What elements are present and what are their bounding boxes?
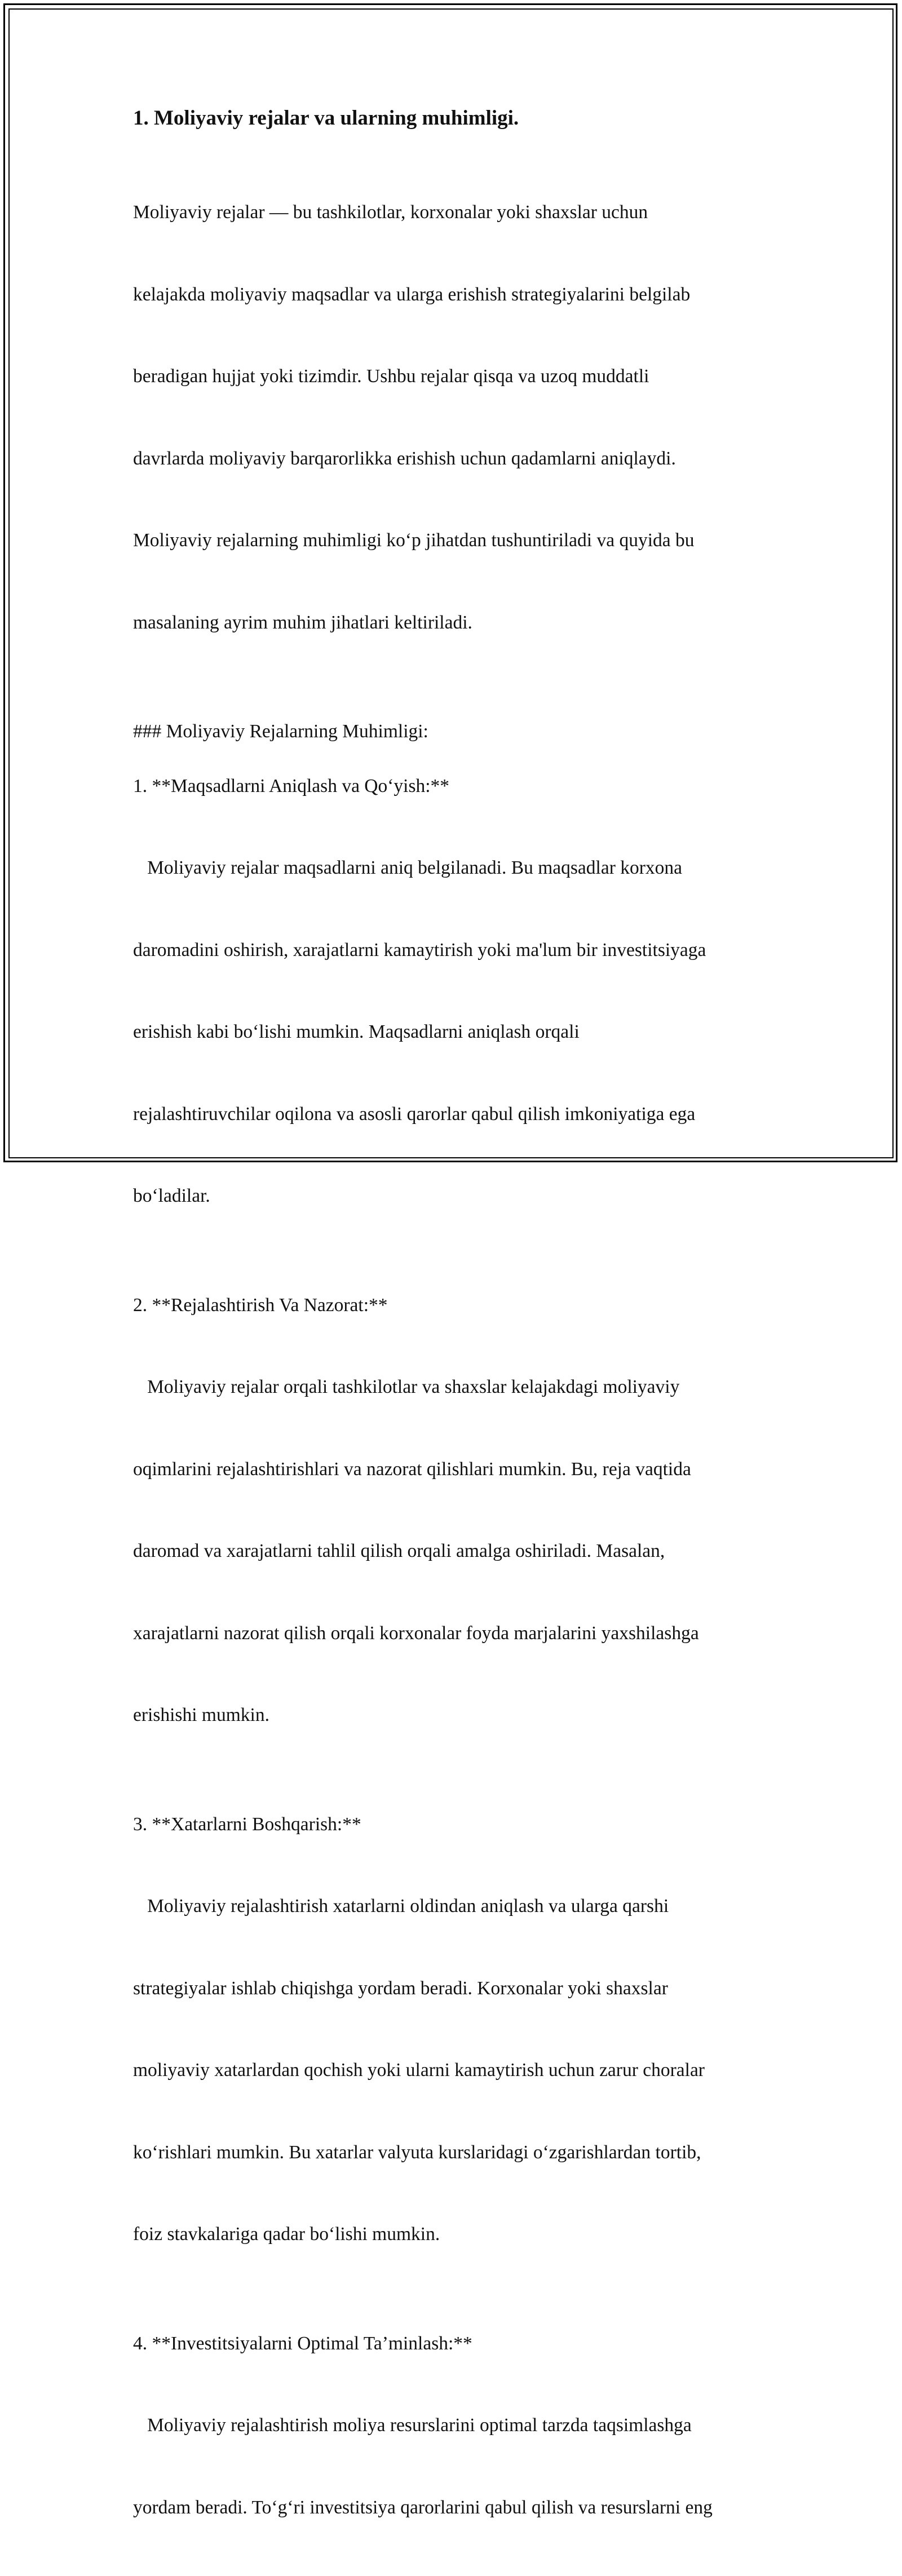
section-paragraph <box>133 1319 810 1784</box>
spacer <box>133 746 810 773</box>
section-line: Moliyaviy rejalar maqsadlarni aniq belgilanadi. Bu maqsadlar korxona <box>133 855 810 882</box>
section-line: oqimlarini rejalashtirishlari va nazorat qilishlari mumkin. Bu, reja vaqtida <box>133 1456 810 1484</box>
document-body <box>133 105 810 2576</box>
section-line: moliyaviy xatarlardan qochish yoki ularni kamaytirish uchun zarur choralar <box>133 2057 810 2084</box>
intro-line: kelajakda moliyaviy maqsadlar va ularga erishish strategiyalarini belgilab <box>133 281 810 309</box>
spacer <box>133 1784 810 1811</box>
section-line: Moliyaviy rejalar orqali tashkilotlar va shaxslar kelajakdagi moliyaviy <box>133 1374 810 1401</box>
section-title: 2. **Rejalashtirish Va Nazorat:** <box>133 1292 810 1320</box>
section-line: xarajatlarni nazorat qilish orqali korxonalar foyda marjalarini yaxshilashga <box>133 1620 810 1648</box>
section-title: 3. **Xatarlarni Boshqarish:** <box>133 1811 810 1839</box>
document-heading: 1. Moliyaviy rejalar va ularning muhimligi. <box>133 105 810 132</box>
section-2 <box>133 1292 810 1784</box>
section-line: rejalashtiruvchilar oqilona va asosli qarorlar qabul qilish imkoniyatiga ega <box>133 1101 810 1128</box>
section-line: ko‘rishlari mumkin. Bu xatarlar valyuta kurslaridagi o‘zgarishlardan tortib, <box>133 2139 810 2167</box>
section-line: Moliyaviy rejalashtirish moliya resurslarini optimal tarzda taqsimlashga <box>133 2412 810 2440</box>
section-line: yordam beradi. To‘g‘ri investitsiya qarorlarini qabul qilish va resurslarni eng <box>133 2494 810 2522</box>
section-line: bo‘ladilar. <box>133 1183 810 1210</box>
intro-line: Moliyaviy rejalarning muhimligi ko‘p jihatdan tushuntiriladi va quyida bu <box>133 527 810 555</box>
intro-line: beradigan hujjat yoki tizimdir. Ushbu rejalar qisqa va uzoq muddatli <box>133 363 810 391</box>
section-title: 4. **Investitsiyalarni Optimal Ta’minlash:** <box>133 2330 810 2358</box>
intro-line: masalaning ayrim muhim jihatlari keltiriladi. <box>133 609 810 637</box>
spacer <box>133 1265 810 1292</box>
section-line: daromadini oshirish, xarajatlarni kamaytirish yoki ma'lum bir investitsiyaga <box>133 937 810 964</box>
section-line: erishishi mumkin. <box>133 1702 810 1729</box>
section-line: strategiyalar ishlab chiqishga yordam beradi. Korxonalar yoki shaxslar <box>133 1975 810 2003</box>
spacer <box>133 691 810 718</box>
intro-line: Moliyaviy rejalar — bu tashkilotlar, korxonalar yoki shaxslar uchun <box>133 199 810 227</box>
intro-paragraph <box>133 144 810 691</box>
section-paragraph <box>133 800 810 1265</box>
section-4 <box>133 2330 810 2576</box>
subheading: ### Moliyaviy Rejalarning Muhimligi: <box>133 718 810 746</box>
section-line: Moliyaviy rejalashtirish xatarlarni oldindan aniqlash va ularga qarshi <box>133 1893 810 1920</box>
section-title: 1. **Maqsadlarni Aniqlash va Qo‘yish:** <box>133 773 810 800</box>
section-1 <box>133 773 810 1265</box>
section-3 <box>133 1811 810 2303</box>
section-line: daromad va xarajatlarni tahlil qilish orqali amalga oshiriladi. Masalan, <box>133 1538 810 1565</box>
section-line: foiz stavkalariga qadar bo‘lishi mumkin. <box>133 2221 810 2249</box>
intro-line: davrlarda moliyaviy barqarorlikka erishish uchun qadamlarni aniqlaydi. <box>133 445 810 473</box>
spacer <box>133 2303 810 2330</box>
section-paragraph <box>133 2357 810 2576</box>
section-line: erishish kabi bo‘lishi mumkin. Maqsadlarni aniqlash orqali <box>133 1019 810 1046</box>
section-paragraph <box>133 1838 810 2303</box>
